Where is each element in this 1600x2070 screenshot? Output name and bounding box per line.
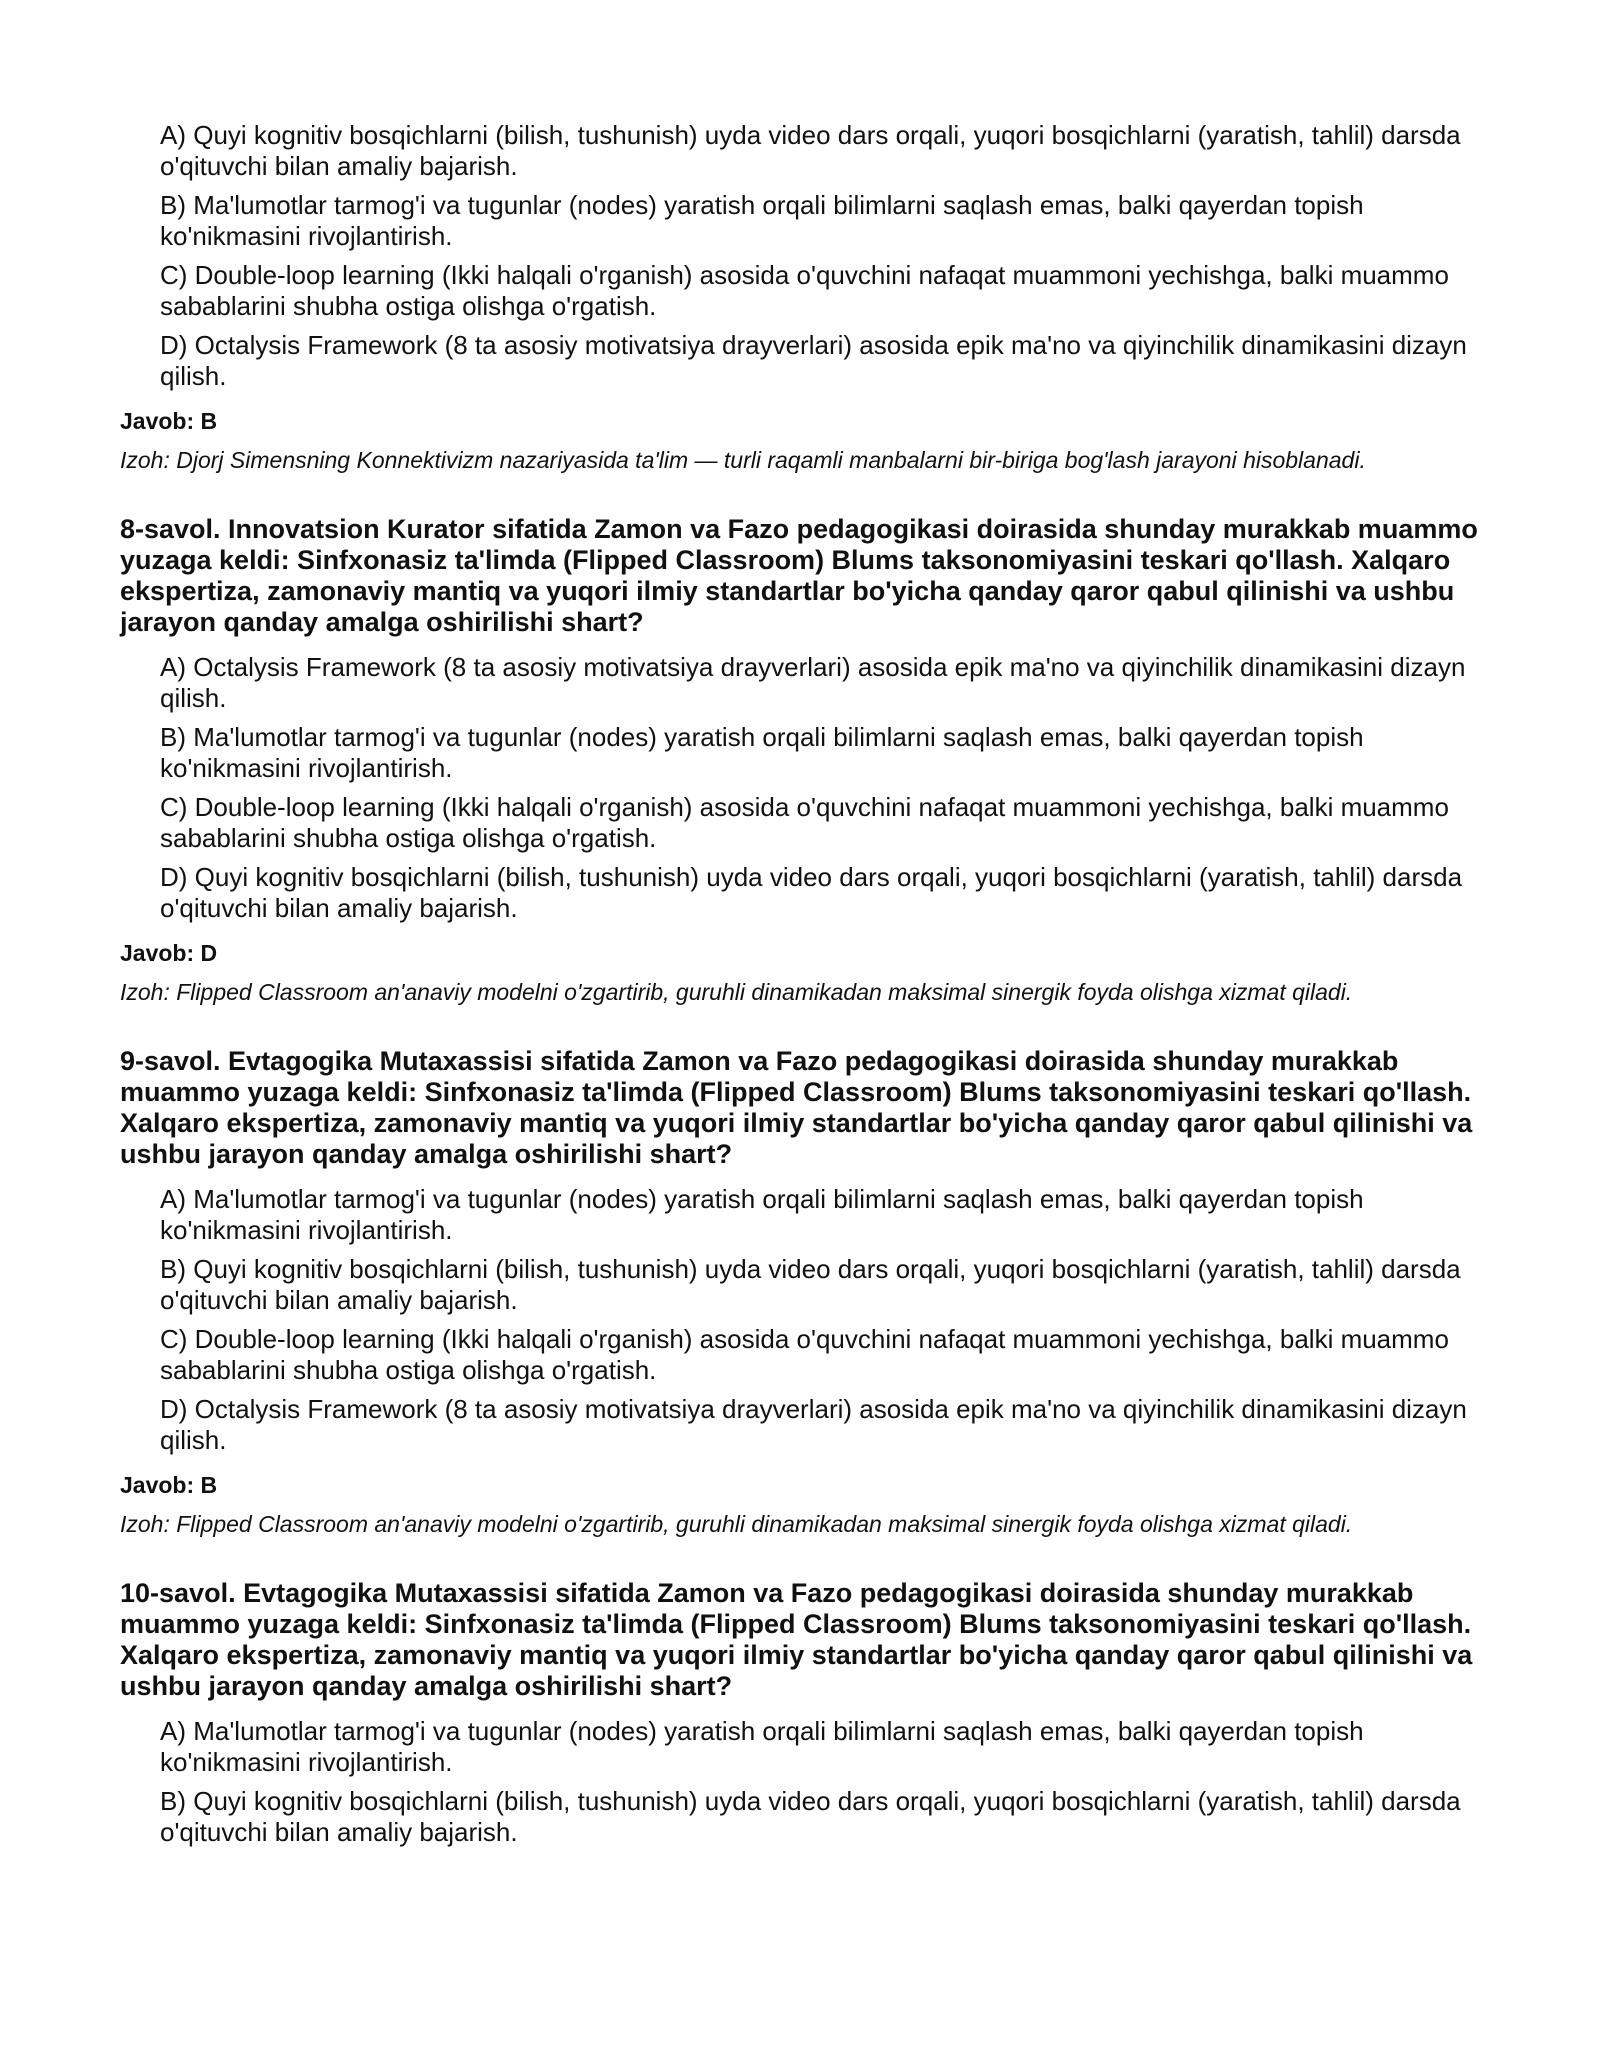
q8-explanation: Izoh: Flipped Classroom an'anaviy modelni o'zgartirib, guruhli dinamikadan maksimal sinergik foyda olishga xizmat qiladi. bbox=[120, 979, 1353, 1005]
q7-option-b: B) Ma'lumotlar tarmog'i va tugunlar (nodes) yaratish orqali bilimlarni saqlash emas, balki qayerdan topish ko'nikmasini rivojlantirish. bbox=[160, 190, 1364, 251]
q10-option-b: B) Quyi kognitiv bosqichlarni (bilish, tushunish) uyda video dars orqali, yuqori bosqichlarni (yaratish, tahlil) darsda o'qituvchi bilan amaliy bajarish. bbox=[160, 1786, 1461, 1847]
q7-option-c: C) Double-loop learning (Ikki halqali o'rganish) asosida o'quvchini nafaqat muammoni yechishga, balki muammo sabablarini shubha ostiga olishga o'rgatish. bbox=[160, 260, 1449, 321]
q10-option-a: A) Ma'lumotlar tarmog'i va tugunlar (nodes) yaratish orqali bilimlarni saqlash emas, balki qayerdan topish ko'nikmasini rivojlantirish. bbox=[160, 1716, 1364, 1777]
q7-explanation: Izoh: Djorj Simensning Konnektivizm nazariyasida ta'lim — turli raqamli manbalarni bir-biriga bog'lash jarayoni hisoblanadi. bbox=[120, 447, 1366, 473]
q8-option-c: C) Double-loop learning (Ikki halqali o'rganish) asosida o'quvchini nafaqat muammoni yechishga, balki muammo sabablarini shubha ostiga olishga o'rgatish. bbox=[160, 792, 1449, 853]
question-9-block bbox=[120, 1046, 1480, 1540]
q7-option-a: A) Quyi kognitiv bosqichlarni (bilish, tushunish) uyda video dars orqali, yuqori bosqichlarni (yaratish, tahlil) darsda o'qituvchi bilan amaliy bajarish. bbox=[160, 120, 1461, 181]
q8-option-b: B) Ma'lumotlar tarmog'i va tugunlar (nodes) yaratish orqali bilimlarni saqlash emas, balki qayerdan topish ko'nikmasini rivojlantirish. bbox=[160, 722, 1364, 783]
q10-question-text: 10-savol. Evtagogika Mutaxassisi sifatida Zamon va Fazo pedagogikasi doirasida shunday murakkab muammo yuzaga keldi: Sinfxonasiz ta'limda (Flipped Classroom) Blums taksonomiyasini teskari qo'llash. Xalqaro ekspertiza, zamonaviy mantiq va yuqori ilmiy standartlar bo'yicha qanday qaror qabul qilinishi va ushbu jarayon qanday amalga oshirilishi shart? bbox=[120, 1578, 1473, 1701]
document-page bbox=[120, 120, 1480, 1856]
q9-option-c: C) Double-loop learning (Ikki halqali o'rganish) asosida o'quvchini nafaqat muammoni yechishga, balki muammo sabablarini shubha ostiga olishga o'rgatish. bbox=[160, 1324, 1449, 1385]
q9-question-text: 9-savol. Evtagogika Mutaxassisi sifatida Zamon va Fazo pedagogikasi doirasida shunday murakkab muammo yuzaga keldi: Sinfxonasiz ta'limda (Flipped Classroom) Blums taksonomiyasini teskari qo'llash. Xalqaro ekspertiza, zamonaviy mantiq va yuqori ilmiy standartlar bo'yicha qanday qaror qabul qilinishi va ushbu jarayon qanday amalga oshirilishi shart? bbox=[120, 1046, 1473, 1169]
q7-option-d: D) Octalysis Framework (8 ta asosiy motivatsiya drayverlari) asosida epik ma'no va qiyinchilik dinamikasini dizayn qilish. bbox=[160, 330, 1467, 391]
q9-option-b: B) Quyi kognitiv bosqichlarni (bilish, tushunish) uyda video dars orqali, yuqori bosqichlarni (yaratish, tahlil) darsda o'qituvchi bilan amaliy bajarish. bbox=[160, 1254, 1461, 1315]
question-7-block bbox=[120, 120, 1480, 476]
q8-option-a: A) Octalysis Framework (8 ta asosiy motivatsiya drayverlari) asosida epik ma'no va qiyinchilik dinamikasini dizayn qilish. bbox=[160, 652, 1466, 713]
question-8-block bbox=[120, 514, 1480, 1008]
q9-answer: Javob: B bbox=[120, 1472, 218, 1498]
q8-option-d: D) Quyi kognitiv bosqichlarni (bilish, tushunish) uyda video dars orqali, yuqori bosqichlarni (yaratish, tahlil) darsda o'qituvchi bilan amaliy bajarish. bbox=[160, 862, 1463, 923]
q9-explanation: Izoh: Flipped Classroom an'anaviy modelni o'zgartirib, guruhli dinamikadan maksimal sinergik foyda olishga xizmat qiladi. bbox=[120, 1511, 1353, 1537]
q8-question-text: 8-savol. Innovatsion Kurator sifatida Zamon va Fazo pedagogikasi doirasida shunday murakkab muammo yuzaga keldi: Sinfxonasiz ta'limda (Flipped Classroom) Blums taksonomiyasini teskari qo'llash. Xalqaro ekspertiza, zamonaviy mantiq va yuqori ilmiy standartlar bo'yicha qanday qaror qabul qilinishi va ushbu jarayon qanday amalga oshirilishi shart? bbox=[120, 514, 1478, 637]
q8-answer: Javob: D bbox=[120, 940, 218, 966]
q7-answer: Javob: B bbox=[120, 408, 218, 434]
question-10-block bbox=[120, 1578, 1480, 1848]
q9-option-d: D) Octalysis Framework (8 ta asosiy motivatsiya drayverlari) asosida epik ma'no va qiyinchilik dinamikasini dizayn qilish. bbox=[160, 1394, 1467, 1455]
q9-option-a: A) Ma'lumotlar tarmog'i va tugunlar (nodes) yaratish orqali bilimlarni saqlash emas, balki qayerdan topish ko'nikmasini rivojlantirish. bbox=[160, 1184, 1364, 1245]
